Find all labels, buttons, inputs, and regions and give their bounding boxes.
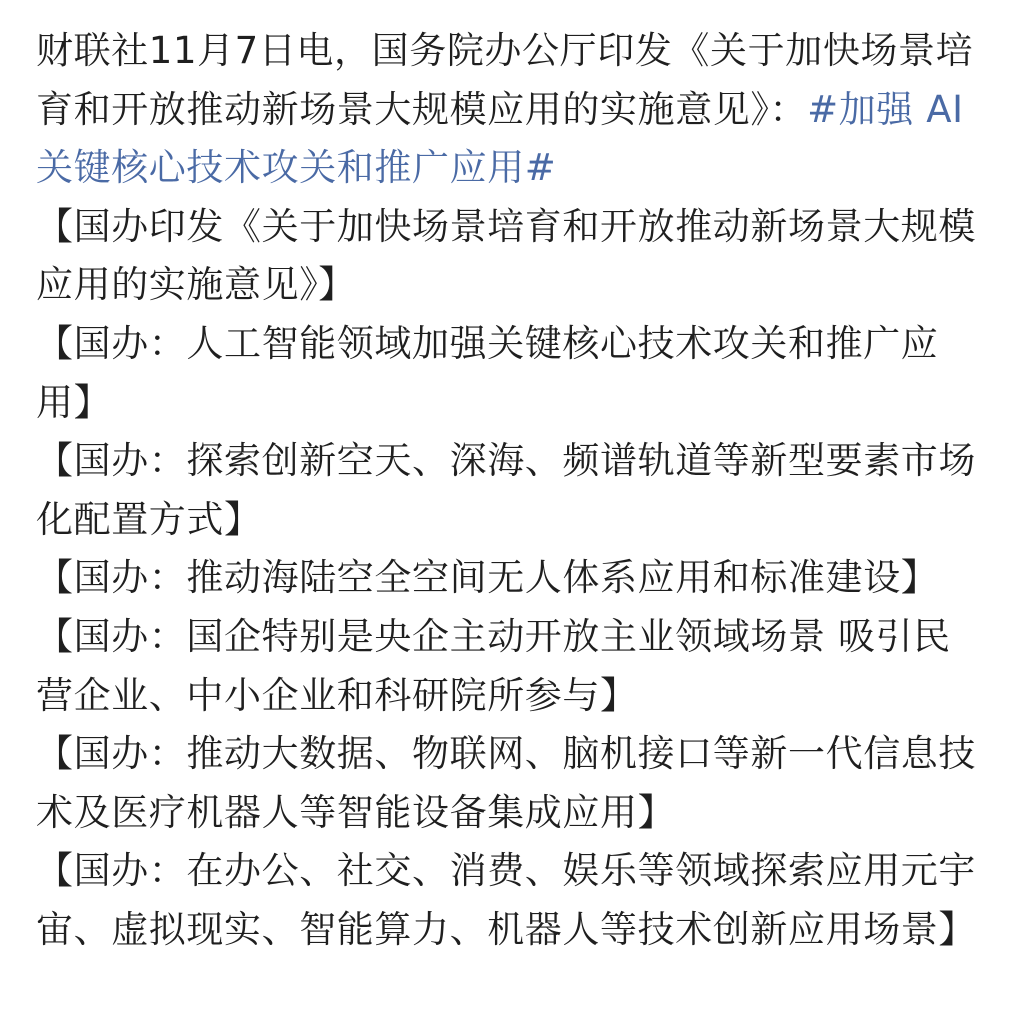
headline-item: 【国办：人工智能领域加强关键核心技术攻关和推广应用】 (36, 321, 939, 424)
topic-hashtag-link[interactable]: #加强 AI关键核心技术攻关和推广应用# (36, 87, 964, 190)
headline-item: 【国办：探索创新空天、深海、频谱轨道等新型要素市场化配置方式】 (36, 439, 976, 541)
headline-item: 【国办：国企特别是央企主动开放主业领域场景 吸引民营企业、中小企业和科研院所参与】 (36, 614, 951, 717)
headline-item: 【国办：推动海陆空全空间无人体系应用和标准建设】 (36, 556, 939, 600)
headline-item: 【国办印发《关于加快场景培育和开放推动新场景大规模应用的实施意见》】 (36, 204, 976, 307)
headline-item: 【国办：推动大数据、物联网、脑机接口等新一代信息技术及医疗机器人等智能设备集成应用】 (36, 732, 976, 834)
post-intro-paragraph (36, 22, 986, 198)
post-intro-text: 财联社11月7日电，国务院办公厅印发《关于加快场景培育和开放推动新场景大规模应用的实施意见》： (36, 29, 974, 131)
post-body (36, 22, 986, 960)
headline-item: 【国办：在办公、社交、消费、娱乐等领域探索应用元宇宙、虚拟现实、智能算力、机器人等技术创新应用场景】 (36, 849, 976, 951)
